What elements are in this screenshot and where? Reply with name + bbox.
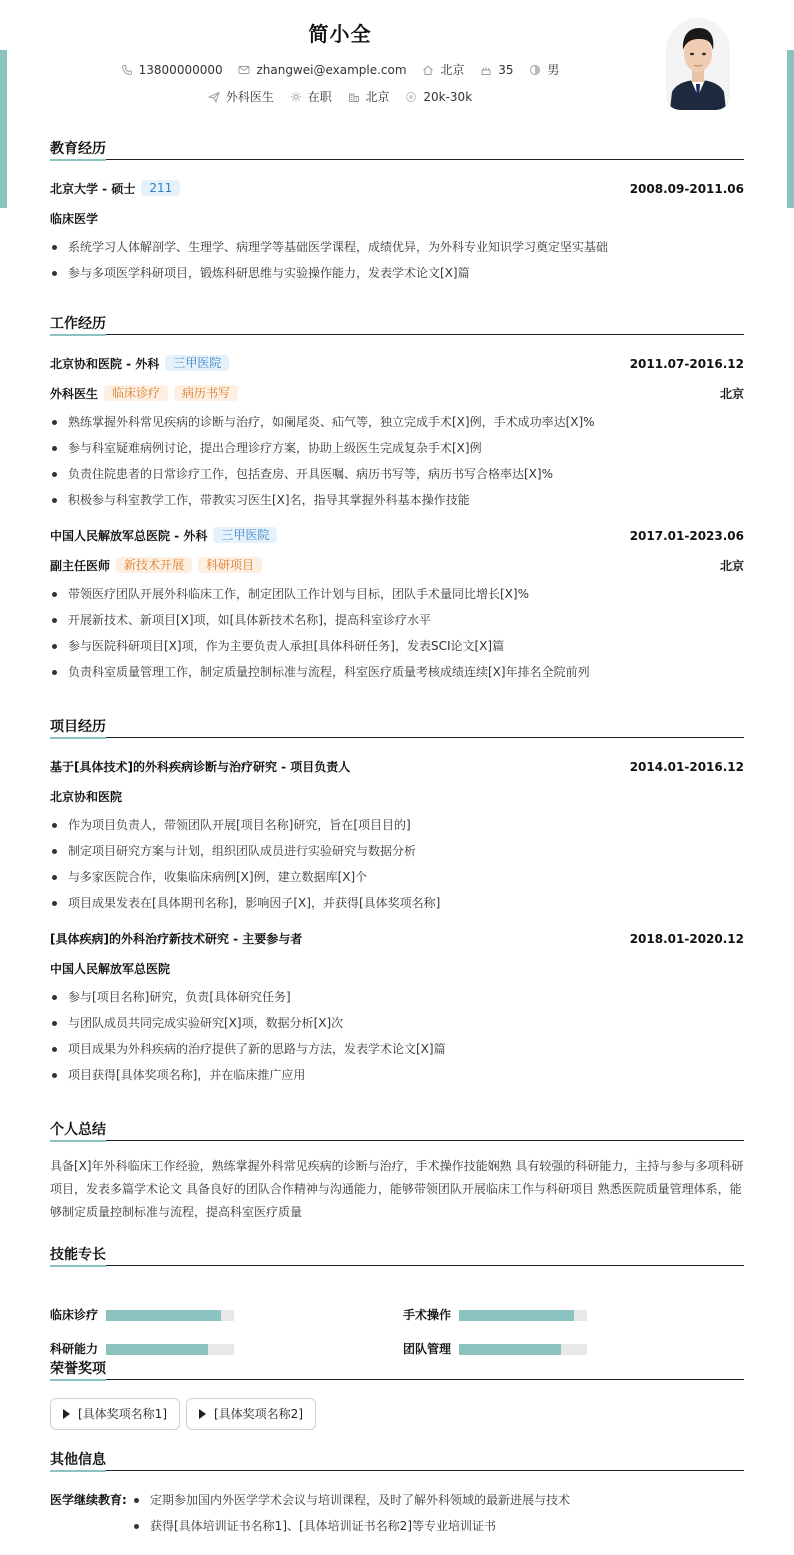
salary-icon (405, 91, 417, 103)
gender-text: 男 (547, 63, 560, 77)
play-icon (199, 1409, 206, 1419)
status-text: 在职 (307, 90, 332, 104)
position-info (208, 88, 274, 105)
list-item: 获得[具体培训证书名称1]、[具体培训证书名称2]等专业培训证书 (132, 1513, 570, 1539)
work-date: 2011.07-2016.12 (629, 357, 744, 371)
section-title-underline (50, 334, 106, 336)
summary-header (50, 1121, 744, 1141)
list-item: 参与多项医学科研项目，锻炼科研思维与实验操作能力，发表学术论文[X]篇 (50, 260, 744, 286)
school-name: 北京大学 - 硕士 (50, 182, 136, 196)
list-item: 项目成果为外科疾病的治疗提供了新的思路与方法，发表学术论文[X]篇 (50, 1036, 744, 1062)
play-icon (63, 1409, 70, 1419)
award-label: [具体奖项名称2] (214, 1407, 303, 1421)
skill-bar (106, 1310, 234, 1321)
candidate-name: 简小全 (308, 22, 372, 46)
salary-info (405, 90, 472, 104)
work-date: 2017.01-2023.06 (629, 529, 744, 543)
employer-name: 北京协和医院 - 外科 (50, 357, 160, 371)
email-info (238, 63, 406, 77)
project-entry (50, 752, 744, 782)
section-title: 项目经历 (50, 719, 106, 735)
skill-bar (106, 1344, 234, 1355)
list-item: 与多家医院合作，收集临床病例[X]例，建立数据库[X]个 (50, 864, 744, 890)
award-item[interactable] (186, 1398, 316, 1430)
location-info (422, 61, 464, 78)
list-item: 参与医院科研项目[X]项，作为主要负责人承担[具体科研任务]，发表SCI论文[X]篇 (50, 633, 744, 659)
education-entry (50, 174, 744, 204)
awards-section (50, 1360, 744, 1440)
project-bullets (50, 812, 744, 916)
school-tag: 211 (141, 180, 180, 196)
work-entry (50, 521, 744, 551)
project-org: 中国人民解放军总医院 (50, 962, 171, 976)
section-title: 工作经历 (50, 316, 106, 332)
list-item: 系统学习人体解剖学、生理学、病理学等基础医学课程，成绩优异，为外科专业知识学习奠定坚实基础 (50, 234, 744, 260)
skill-bar (459, 1344, 587, 1355)
employer-tag: 三甲医院 (213, 527, 277, 543)
city-icon (348, 91, 360, 103)
section-title: 个人总结 (50, 1122, 106, 1138)
project-org-row (50, 782, 744, 812)
skill-bar-fill (106, 1344, 208, 1355)
city-info (348, 88, 390, 105)
job-title: 外科医生 (50, 387, 99, 401)
skill-label: 团队管理 (403, 1342, 452, 1356)
salary-text: 20k-30k (423, 90, 473, 104)
work-section (50, 315, 744, 685)
award-label: [具体奖项名称1] (78, 1407, 167, 1421)
skill-bar-fill (459, 1310, 574, 1321)
age-text: 35 (498, 63, 514, 77)
list-item: 项目成果发表在[具体期刊名称]，影响因子[X]，并获得[具体奖项名称] (50, 890, 744, 916)
list-item: 积极参与科室教学工作，带教实习医生[X]名，指导其掌握外科基本操作技能 (50, 487, 744, 513)
education-header (50, 140, 744, 160)
avatar-photo (666, 18, 730, 110)
summary-line: 具备[X]年外科临床工作经验，熟练掌握外科常见疾病的诊断与治疗，手术操作技能娴熟 具有较强的科研能力，主持与参与多项科研 (50, 1159, 744, 1173)
section-title: 教育经历 (50, 141, 106, 157)
education-bullets (50, 234, 744, 286)
projects-section (50, 718, 744, 1088)
location-text: 北京 (440, 63, 465, 77)
other-bullets (132, 1487, 570, 1539)
list-item: 开展新技术、新项目[X]项，如[具体新技术名称]，提高科室诊疗水平 (50, 607, 744, 633)
employer-tag: 三甲医院 (165, 355, 229, 371)
list-item: 参与[项目名称]研究，负责[具体研究任务] (50, 984, 744, 1010)
gender-icon (529, 64, 541, 76)
major: 临床医学 (50, 212, 99, 226)
list-item: 负责科室质量管理工作，制定质量控制标准与流程，科室医疗质量考核成绩连续[X]年排名全院前列 (50, 659, 744, 685)
work-role-row (50, 379, 744, 409)
section-title-underline (50, 1140, 106, 1142)
phone-info (121, 63, 223, 77)
other-info-row (50, 1487, 744, 1539)
status-info (290, 88, 332, 105)
other-header (50, 1451, 744, 1471)
resume-header (0, 0, 794, 120)
summary-line: 项目，发表多篇学术论文 具备良好的团队合作精神与沟通能力，能够带领团队开展临床工作与科研项目 熟悉医院质量管理体系，能 (50, 1182, 742, 1196)
age-icon (480, 64, 492, 76)
section-title-underline (50, 1470, 106, 1472)
skill-label: 临床诊疗 (50, 1308, 99, 1322)
award-item[interactable] (50, 1398, 180, 1430)
project-bullets (50, 984, 744, 1088)
phone-text: 13800000000 (138, 63, 223, 77)
section-title-underline (50, 159, 106, 161)
email-text: zhangwei@example.com (256, 63, 407, 77)
avatar (666, 18, 730, 110)
work-bullets (50, 581, 744, 685)
list-item: 与团队成员共同完成实验研究[X]项，数据分析[X]次 (50, 1010, 744, 1036)
mail-icon (238, 64, 250, 76)
projects-header (50, 718, 744, 738)
job-title: 副主任医师 (50, 559, 111, 573)
skill-bar-fill (459, 1344, 561, 1355)
education-date: 2008.09-2011.06 (629, 182, 744, 196)
skill-tag: 科研项目 (198, 557, 262, 573)
contact-row (0, 61, 680, 78)
work-header (50, 315, 744, 335)
city-text: 北京 (365, 90, 390, 104)
phone-icon (121, 64, 133, 76)
skill-tag: 病历书写 (174, 385, 238, 401)
work-entry (50, 349, 744, 379)
work-city: 北京 (719, 559, 744, 573)
project-date: 2018.01-2020.12 (629, 932, 744, 946)
list-item: 带领医疗团队开展外科临床工作，制定团队工作计划与目标，团队手术量同比增长[X]% (50, 581, 744, 607)
project-entry (50, 924, 744, 954)
list-item: 作为项目负责人，带领团队开展[项目名称]研究，旨在[项目目的] (50, 812, 744, 838)
work-role-row (50, 551, 744, 581)
skills-section (50, 1246, 744, 1356)
list-item: 负责住院患者的日常诊疗工作，包括查房、开具医嘱、病历书写等，病历书写合格率达[X]% (50, 461, 744, 487)
position-icon (208, 91, 220, 103)
awards-header (50, 1360, 744, 1380)
work-city: 北京 (719, 387, 744, 401)
skill-tag: 临床诊疗 (104, 385, 168, 401)
list-item: 定期参加国内外医学学术会议与培训课程，及时了解外科领域的最新进展与技术 (132, 1487, 570, 1513)
job-intent-row (0, 88, 680, 105)
other-label: 医学继续教育: (50, 1493, 127, 1507)
education-major-row (50, 204, 744, 234)
skills-header (50, 1246, 744, 1266)
project-org: 北京协和医院 (50, 790, 123, 804)
skill-tag: 新技术开展 (116, 557, 192, 573)
skill-label: 科研能力 (50, 1342, 99, 1356)
project-title: 基于[具体技术]的外科疾病诊断与治疗研究 - 项目负责人 (50, 760, 351, 774)
employer-name: 中国人民解放军总医院 - 外科 (50, 529, 208, 543)
gender-info (529, 61, 559, 78)
section-title-underline (50, 737, 106, 739)
education-section (50, 140, 744, 286)
position-text: 外科医生 (225, 90, 274, 104)
other-section (50, 1451, 744, 1539)
section-title: 其他信息 (50, 1452, 106, 1468)
list-item: 熟练掌握外科常见疾病的诊断与治疗，如阑尾炎、疝气等，独立完成手术[X]例，手术成功率达[X]% (50, 409, 744, 435)
status-icon (290, 91, 302, 103)
project-org-row (50, 954, 744, 984)
work-bullets (50, 409, 744, 513)
list-item: 制定项目研究方案与计划，组织团队成员进行实验研究与数据分析 (50, 838, 744, 864)
list-item: 参与科室疑难病例讨论，提出合理诊疗方案，协助上级医生完成复杂手术[X]例 (50, 435, 744, 461)
skill-label: 手术操作 (403, 1308, 452, 1322)
skills-grid (50, 1266, 744, 1356)
awards-list (50, 1398, 744, 1440)
project-date: 2014.01-2016.12 (629, 760, 744, 774)
skill-bar (459, 1310, 587, 1321)
list-item: 项目获得[具体奖项名称]，并在临床推广应用 (50, 1062, 744, 1088)
location-icon (422, 64, 434, 76)
age-info (480, 63, 513, 77)
project-title: [具体疾病]的外科治疗新技术研究 - 主要参与者 (50, 932, 303, 946)
section-title-underline (50, 1379, 106, 1381)
summary-line: 够制定质量控制标准与流程，提高科室医疗质量 (50, 1205, 303, 1219)
skill-bar-fill (106, 1310, 221, 1321)
section-title: 技能专长 (50, 1247, 106, 1263)
summary-text (50, 1155, 744, 1224)
summary-section (50, 1121, 744, 1224)
section-title: 荣誉奖项 (50, 1361, 106, 1377)
